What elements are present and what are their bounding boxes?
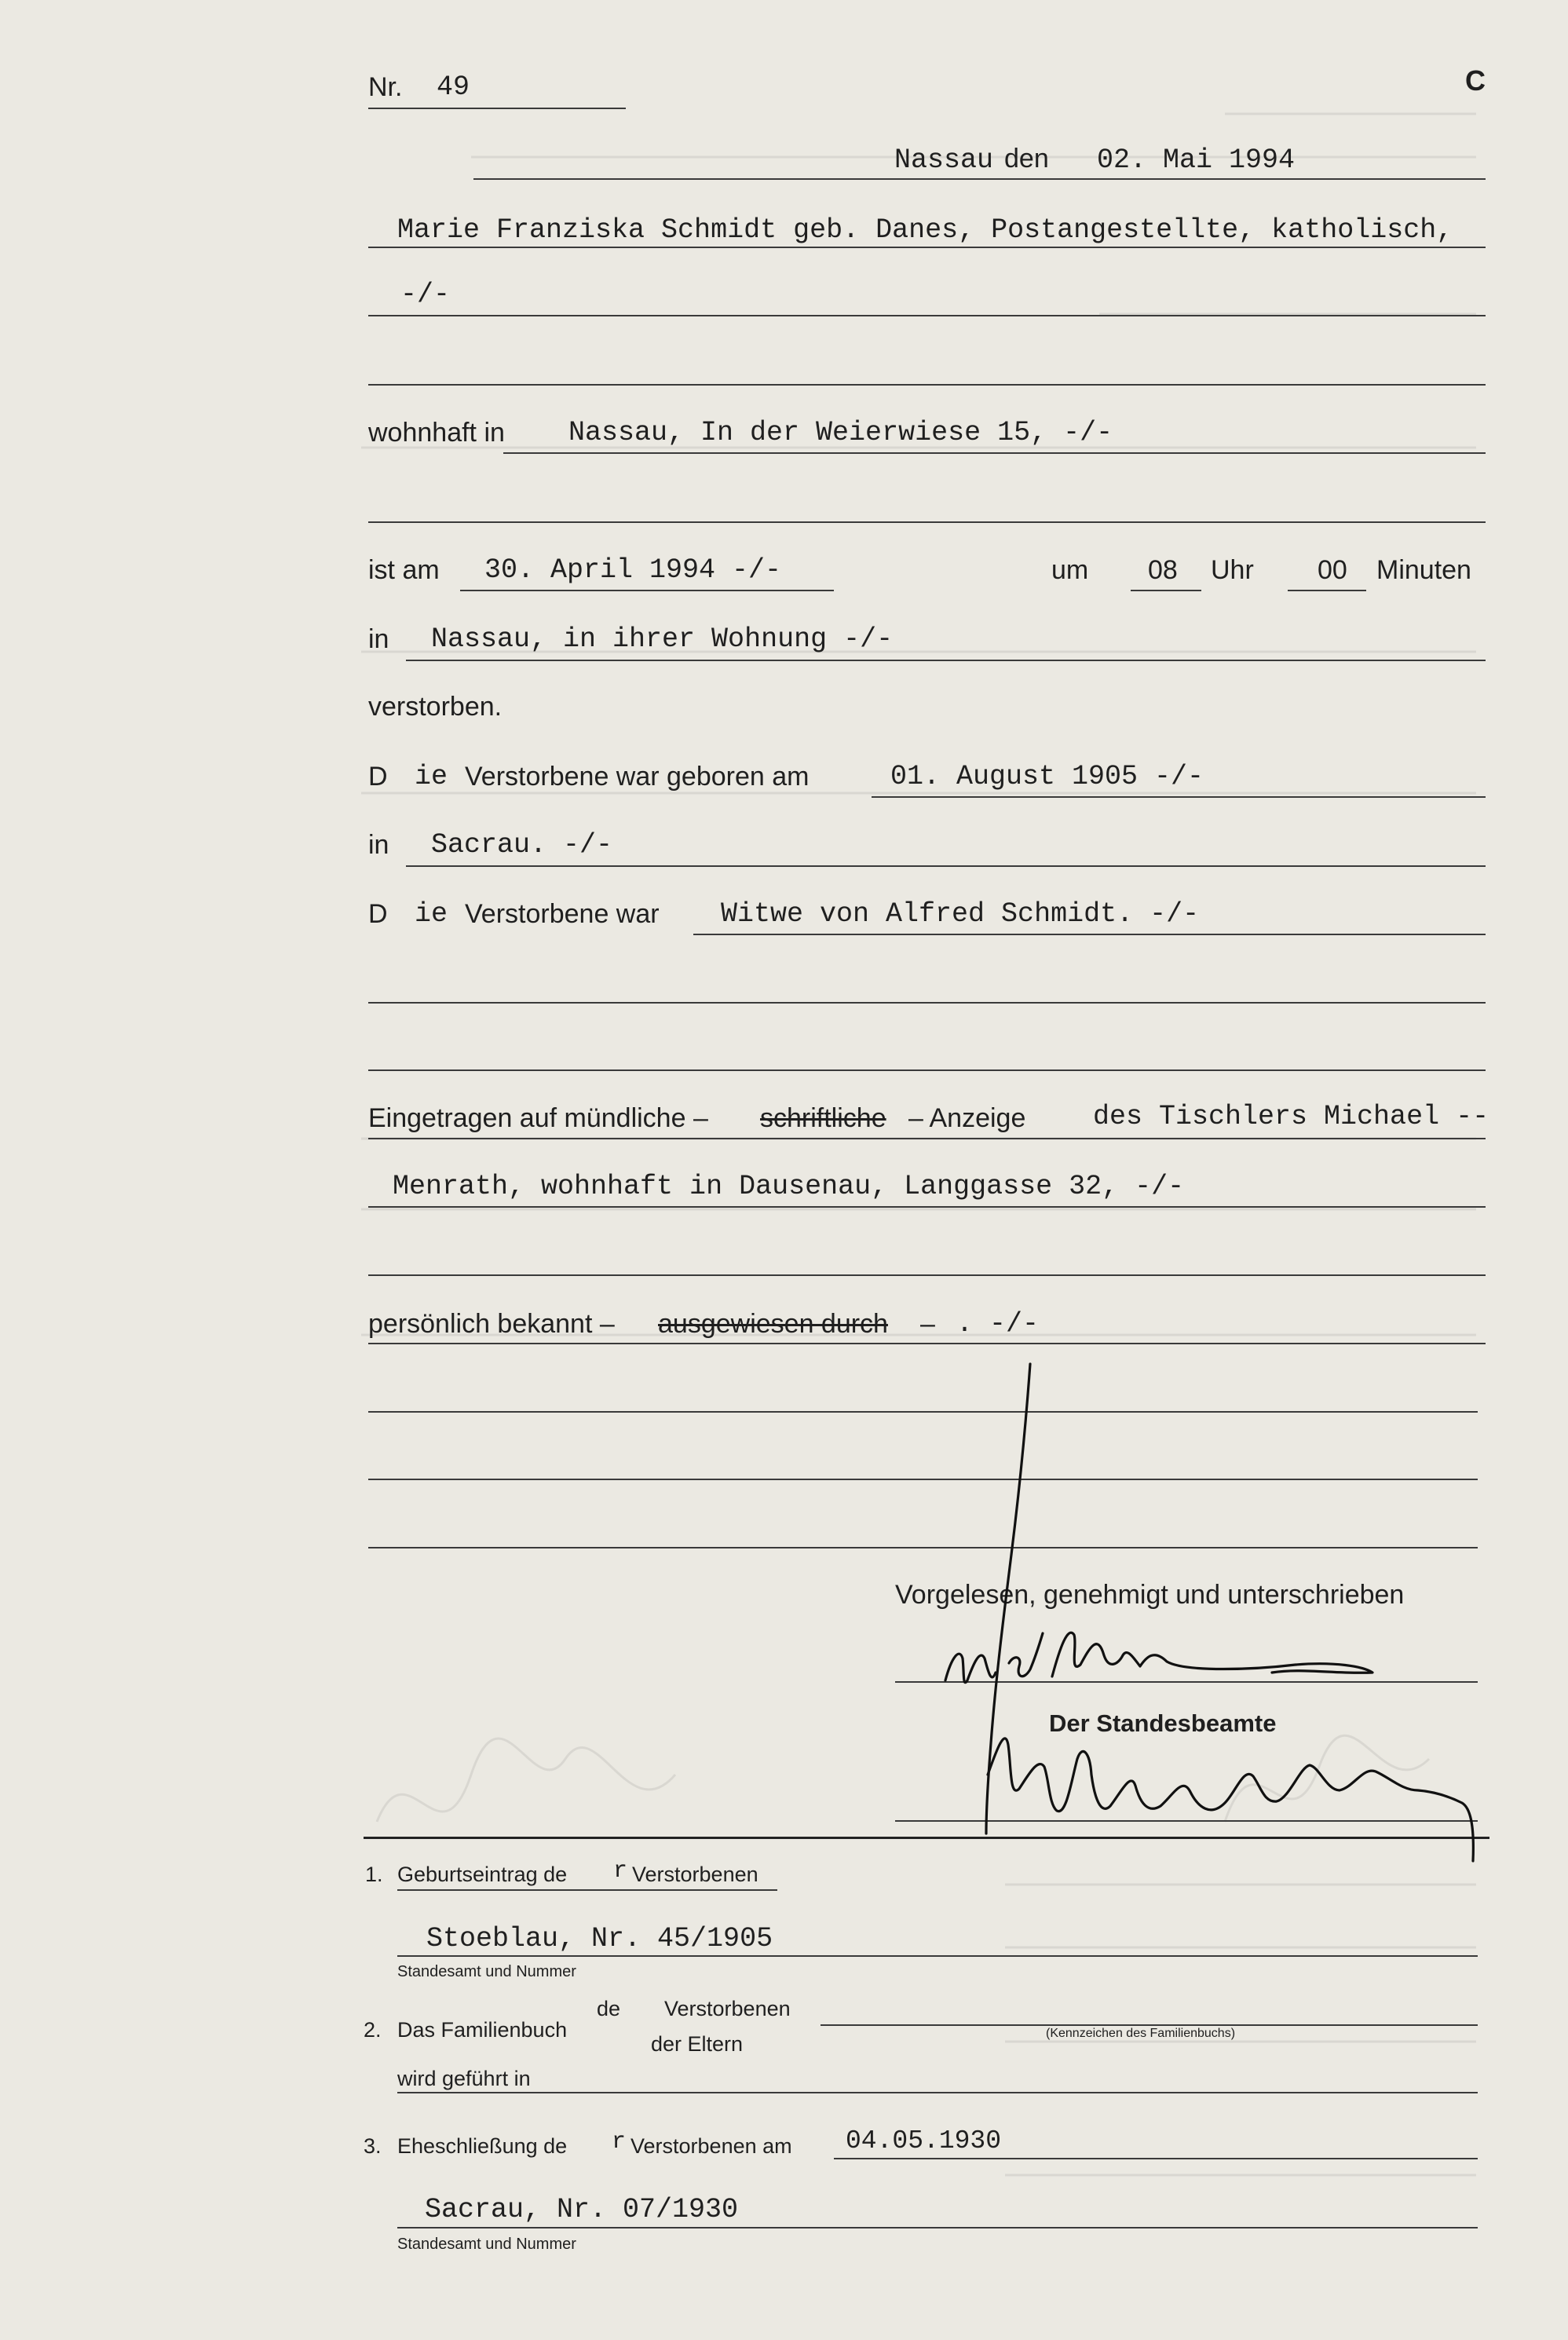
blank-line	[368, 1411, 1478, 1413]
corner-mark: C	[1465, 64, 1486, 97]
place-date-underline	[473, 178, 1486, 180]
blank-line	[368, 384, 1486, 386]
note-2-kennzeichen: (Kennzeichen des Familienbuchs)	[1046, 2027, 1236, 2040]
identification-label-struck: ausgewiesen durch	[658, 1309, 888, 1339]
blank-line	[368, 521, 1486, 523]
verstorben-label: verstorben.	[368, 692, 503, 722]
death-place-label: in	[368, 624, 389, 654]
note-1-number: 1.	[365, 1863, 383, 1886]
status-insert: ie	[415, 898, 448, 930]
registration-underline-1	[368, 1138, 1486, 1139]
minutes-underline	[1288, 590, 1366, 591]
hour-underline	[1131, 590, 1201, 591]
death-place-underline	[406, 660, 1486, 661]
note-3-label: Eheschließung de	[397, 2134, 568, 2158]
note-2-book-underline	[821, 2024, 1478, 2026]
registration-underline-2	[368, 1206, 1486, 1208]
note-3-date-underline	[834, 2158, 1478, 2159]
death-date-underline	[460, 590, 834, 591]
registration-label-struck: schriftliche	[760, 1103, 886, 1133]
death-hour: 08	[1148, 555, 1178, 585]
blank-line	[368, 1002, 1486, 1004]
declarant-underline-2	[368, 315, 1486, 316]
death-date-value: 30. April 1994 -/-	[484, 554, 782, 586]
declarant-underline-1	[368, 247, 1486, 248]
note-3-value-underline	[397, 2227, 1478, 2228]
note-2-label: Das Familienbuch	[397, 2018, 568, 2042]
blank-line	[368, 1274, 1486, 1276]
um-label: um	[1051, 555, 1089, 585]
blank-line	[368, 1069, 1486, 1071]
birth-place-value: Sacrau. -/-	[431, 829, 613, 861]
nr-value: 49	[437, 71, 470, 103]
status-prefix: D	[368, 899, 388, 929]
status-underline	[693, 934, 1486, 935]
registration-label-a: Eingetragen auf mündliche –	[368, 1103, 708, 1133]
death-date-label: ist am	[368, 555, 440, 585]
note-3-label-2: Verstorbenen am	[630, 2134, 792, 2158]
nr-label: Nr.	[368, 72, 403, 102]
identification-label-a: persönlich bekannt –	[368, 1309, 615, 1339]
registration-label-b: – Anzeige	[908, 1103, 1026, 1133]
birth-prefix: D	[368, 762, 388, 792]
birth-place-label: in	[368, 830, 389, 860]
birth-place-underline	[406, 865, 1486, 867]
note-1-label-underline	[397, 1889, 777, 1891]
place-value: Nassau	[894, 144, 994, 176]
note-3-insert: r	[612, 2129, 627, 2155]
note-3-sub: Standesamt und Nummer	[397, 2236, 576, 2253]
death-place-value: Nassau, in ihrer Wohnung -/-	[431, 623, 894, 655]
residence-underline	[503, 452, 1486, 454]
blank-line	[368, 1547, 1478, 1548]
informant-line-2: Menrath, wohnhaft in Dausenau, Langgasse 32, -/-	[393, 1171, 1185, 1202]
informant-line-1: des Tischlers Michael --	[1093, 1101, 1489, 1132]
note-2-option-deceased: Verstorbenen	[664, 1997, 791, 2020]
uhr-label: Uhr	[1211, 555, 1254, 585]
date-value: 02. Mai 1994	[1097, 144, 1296, 176]
status-value: Witwe von Alfred Schmidt. -/-	[721, 898, 1200, 930]
note-2-number: 2.	[364, 2018, 382, 2042]
declarant-line-2: -/-	[400, 279, 451, 310]
notes-divider	[364, 1837, 1489, 1839]
status-label: Verstorbene war	[465, 899, 660, 929]
identification-label-b: –	[920, 1309, 935, 1339]
note-2-option-parents: der Eltern	[651, 2032, 744, 2056]
note-3-date: 04.05.1930	[846, 2126, 1002, 2155]
note-3-value: Sacrau, Nr. 07/1930	[425, 2194, 739, 2225]
den-label: den	[1004, 144, 1049, 174]
note-1-label: Geburtseintrag de	[397, 1863, 568, 1886]
birth-insert: ie	[415, 761, 448, 792]
note-2-location-underline	[397, 2092, 1478, 2093]
note-1-label-2: Verstorbenen	[632, 1863, 758, 1886]
registrar-label: Der Standesbeamte	[1049, 1709, 1277, 1737]
blank-line	[368, 1479, 1478, 1480]
note-1-insert: r	[613, 1858, 628, 1885]
note-1-sub: Standesamt und Nummer	[397, 1963, 576, 1980]
nr-underline	[368, 108, 626, 109]
birth-label: Verstorbene war geboren am	[465, 762, 810, 792]
birth-date-value: 01. August 1905 -/-	[890, 761, 1204, 792]
read-approved-label: Vorgelesen, genehmigt und unterschrieben	[895, 1580, 1405, 1610]
note-2-de: de	[597, 1997, 621, 2020]
note-1-value: Stoeblau, Nr. 45/1905	[426, 1923, 773, 1954]
informant-signature	[945, 1633, 1372, 1682]
birth-date-underline	[872, 796, 1486, 798]
identification-value: . -/-	[956, 1308, 1040, 1340]
identification-underline	[368, 1343, 1486, 1344]
note-2-label-2: wird geführt in	[397, 2067, 531, 2090]
residence-value: Nassau, In der Weierwiese 15, -/-	[568, 417, 1113, 448]
declarant-line-1: Marie Franziska Schmidt geb. Danes, Postangestellte, katholisch,	[397, 214, 1453, 246]
registrar-signature-line	[895, 1820, 1478, 1822]
informant-signature-line	[895, 1681, 1478, 1683]
death-minutes: 00	[1318, 555, 1347, 585]
residence-label: wohnhaft in	[368, 418, 505, 448]
note-3-number: 3.	[364, 2134, 382, 2158]
registrar-signature	[988, 1739, 1473, 1861]
minuten-label: Minuten	[1376, 555, 1471, 585]
note-1-value-underline	[397, 1955, 1478, 1957]
